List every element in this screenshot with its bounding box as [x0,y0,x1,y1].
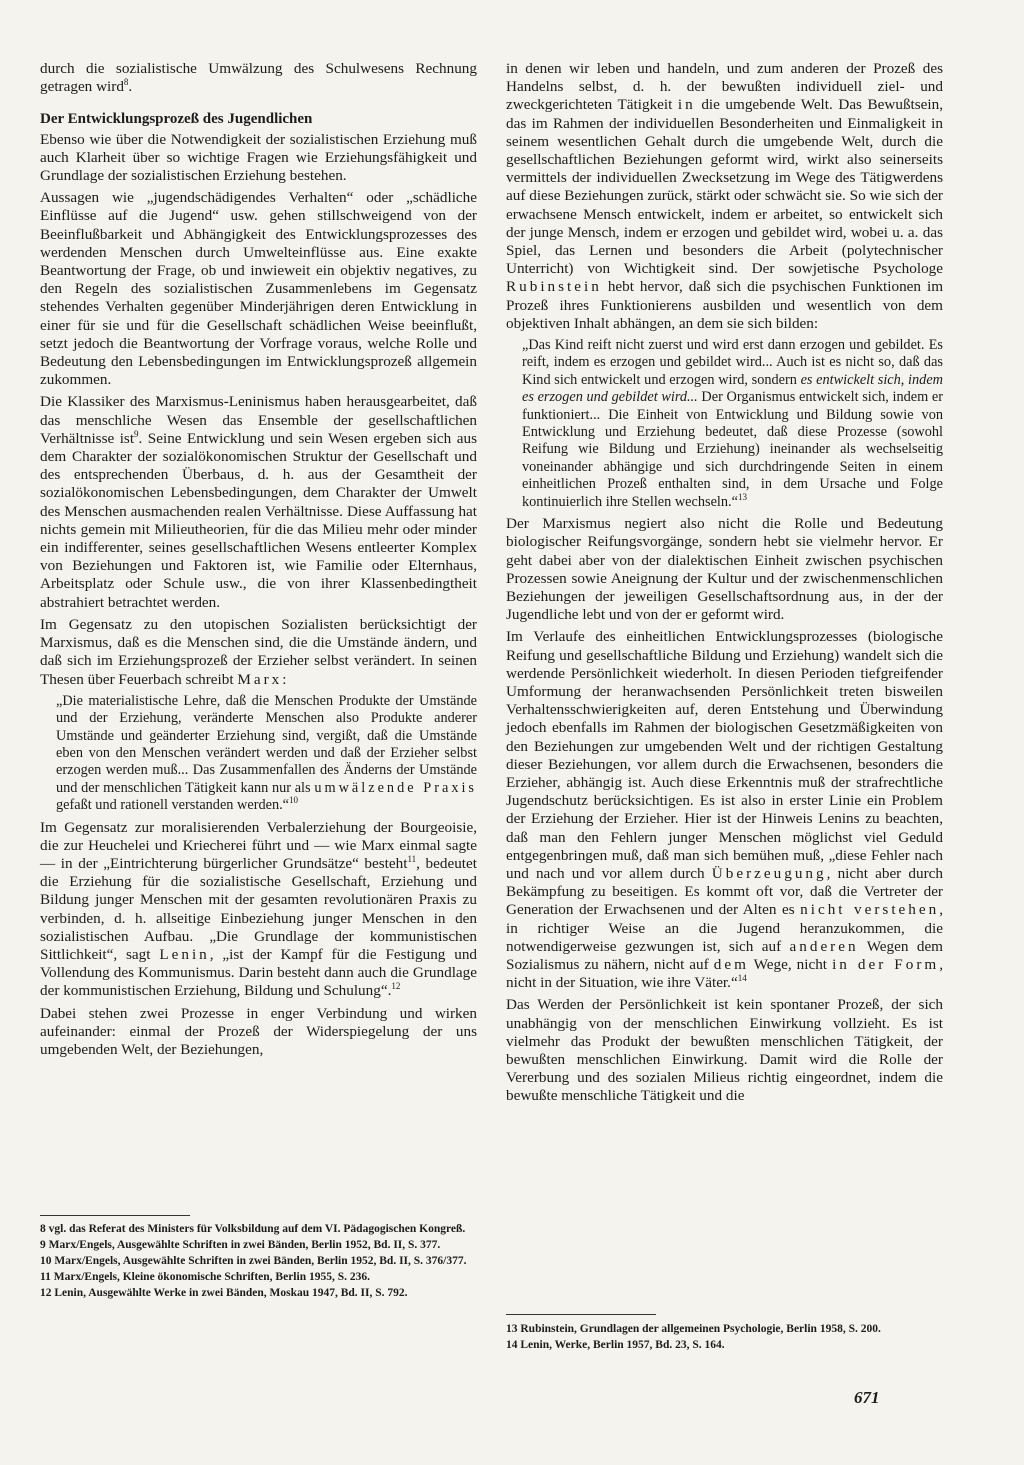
right-column [506,60,943,1110]
paragraph: Der Marxismus negiert also nicht die Rolle und Bedeutung biologischer Reifungsvorgänge, sondern hebt sie vielmehr hervor. Er geht dabei aber von der dialektischen Einheit zwischen psychischen Prozessen sowie Aneignung der Kultur und der zwischenmenschlichen Beziehungen der jeweiligen Gesellschaftsordnung aus, in der der Jugendliche lebt und von der er geformt wird. [506,515,943,624]
block-quote: „Die materialistische Lehre, daß die Menschen Produkte der Umstände und der Erziehung, veränderte Menschen also Produkte anderer Umstände und geänderter Erziehung sind, vergißt, daß die Umstände eben von den Menschen verändert werden und daß der Erzieher selbst erzogen werden muß... Das Zusammenfallen des Änderns der Umstände und der menschlichen Tätigkeit kann nur als umwälzende Praxis gefaßt und rationell verstanden werden.“$^{10}$ [56,692,478,814]
paragraph: Aussagen wie „jugendschädigendes Verhalten“ oder „schädliche Einflüsse auf die Jugend“ usw. gehen stillschweigend von der Beeinflußbarkeit und Abhängigkeit des Entwicklungsprozesses des werdenden Menschen durch Umwelteinflüsse aus. Eine exakte Beantwortung der Frage, ob und inwieweit ein objektiv negatives, zu den Regeln des sozialistischen Zusammenlebens im Gegensatz stehendes Verhalten gegenüber Minderjährigen deren Entwicklung in einer für sie und für die Gesellschaft schädlichen Weise beeinflußt, setzt jedoch die Beantwortung der Vorfrage voraus, welche Rolle und Bedeutung den Lebensbedingungen im Entwicklungsprozeß allgemein zukommen. [40,189,477,389]
footnote: 11 Marx/Engels, Kleine ökonomische Schriften, Berlin 1955, S. 236. [40,1271,370,1283]
paragraph: Die Klassiker des Marxismus-Leninismus haben herausgearbeitet, daß das menschliche Wesen das Ensemble der gesellschaftlichen Verhältnisse ist$^9$. Seine Entwicklung und sein Wesen ergeben sich aus dem Charakter der sozialökonomischen Struktur der Gesellschaft und des entsprechenden Überbaus, d. h. aus der Gesamtheit der sozialökonomischen Lebensbedingungen, dem Charakter der Umwelt des Menschen ausmachenden realen Verhältnisse. Diese Auffassung hat nichts gemein mit Milieutheorien, für die das Milieu mehr oder minder ein indifferenter, seines gesellschaftlichen Wesens entleerter Komplex von Beziehungen und Faktoren ist, wie Familie oder Elternhaus, Arbeitsplatz oder Schule usw., die von ihrer Klassenbedingtheit abstrahiert betrachtet werden. [40,393,477,611]
paragraph: Dabei stehen zwei Prozesse in enger Verbindung und wirken aufeinander: einmal der Prozeß der Widerspiegelung der uns umgebenden Welt, der Beziehungen, [40,1004,477,1058]
footnotes-left [40,1222,477,1302]
footnote: 9 Marx/Engels, Ausgewählte Schriften in zwei Bänden, Berlin 1952, Bd. II, S. 377. [40,1239,441,1251]
footnote-rule [40,1215,190,1216]
paragraph: Ebenso wie über die Notwendigkeit der sozialistischen Erziehung muß auch Klarheit über so wichtige Fragen wie Erziehungsfähigkeit und Grundlage der sozialistischen Erziehung bestehen. [40,130,477,185]
paragraph: Im Verlaufe des einheitlichen Entwicklungsprozesses (biologische Reifung und gesellschaftliche Bildung und Erziehung) wandelt sich die werdende Persönlichkeit wiederholt. In diesen Perioden tiefgreifender Umformung der heranwachsenden Persönlichkeit treten bisweilen Verhaltensschwierigkeiten auf, deren Entstehung und Überwindung jedoch ebenfalls im Rahmen der biologischen Gesetzmäßigkeiten von den Beziehungen zur umgebenden Welt und der richtigen Gestaltung dieser Beziehungen, vor allem durch die Erwachsenen, besonders die Erzieher, abhängig ist. Auch diese Erkenntnis muß der strafrechtliche Jugendschutz berücksichtigen. Es ist also in erster Linie ein Problem der Erziehung der Erzieher. Hier ist der Hinweis Lenins zu beachten, daß man den Fehlern junger Menschen möglichst viel Geduld entgegenbringen muß, daß man sich bemühen muß, „diese Fehler nach und nach und vor allem durch Überzeugung, nicht aber durch Bekämpfung zu beseitigen. Es kommt oft vor, daß die Vertreter der Generation der Erwachsenen und der Alten es nicht verstehen, in richtiger Weise an die Jugend heranzukommen, die notwendigerweise gezwungen ist, sich auf anderen Wegen dem Sozialismus zu nähern, nicht auf dem Wege, nicht in der Form, nicht in der Situation, wie ihre Väter.“$^{14}$ [506,628,944,992]
spaced-name: Marx [237,670,283,688]
footnote: 14 Lenin, Werke, Berlin 1957, Bd. 23, S. 164. [506,1339,725,1351]
footnote: 8 vgl. das Referat des Ministers für Volksbildung auf dem VI. Pädagogischen Kongreß. [40,1223,466,1235]
left-column [40,60,477,1063]
section-heading: Der Entwicklungsprozeß des Jugendlichen [40,111,313,128]
paragraph: Im Gegensatz zur moralisierenden Verbalerziehung der Bourgeoisie, die zur Heuchelei und Kriecherei führt und — wie Marx einmal sagte — in der „Eintrichterung bürgerlicher Grundsätze“ besteht$^{11}$, bedeutet die Erziehung für die sozialistische Gesellschaft, Erziehung und Bildung junger Menschen mit der gesamten revolutionären Praxis zu verbinden, d. h. allseitige Einbeziehung junger Menschen in den sozialistischen Aufbau. „Die Grundlage der kommunistischen Sittlichkeit“, sagt Lenin, „ist der Kampf für die Festigung und Vollendung des Kommunismus. Darin besteht dann auch die Grundlage der kommunistischen Erziehung, Bildung und Schulung“.$^{12}$ [40,818,478,1000]
footnote: 12 Lenin, Ausgewählte Werke in zwei Bänden, Moskau 1947, Bd. II, S. 792. [40,1287,408,1299]
footnote-rule [506,1314,656,1315]
paragraph: Das Werden der Persönlichkeit ist kein spontaner Prozeß, der sich unabhängig von der menschlichen Einwirkung vollzieht. Es ist vielmehr das Produkt der bewußten menschlichen Tätigkeit, der bewußten menschlichen Einwirkung. Damit wird die Rolle der Vererbung und des sozialen Milieus richtig eingeordnet, indem die bewußte menschliche Tätigkeit und die [506,996,943,1105]
footnote: 13 Rubinstein, Grundlagen der allgemeinen Psychologie, Berlin 1958, S. 200. [506,1323,881,1335]
paragraph: Im Gegensatz zu den utopischen Sozialisten berücksichtigt der Marxismus, daß es die Menschen sind, die die Umstände ändern, und daß sich im Erziehungsprozeß der Erzieher selbst verändert. In seinen Thesen über Feuerbach schreibt Marx: [40,615,477,688]
paragraph: in denen wir leben und handeln, und zum anderen der Prozeß des Handelns selbst, d. h. der bewußten individuell ziel- und zweckgerichteten Tätigkeit in die umgebende Welt. Das Bewußtsein, das im Rahmen der individuellen Besonderheiten und Einmaligkeit in seinem wesentlichen Gehalt durch die umgebende Welt, durch die gesellschaftlichen Beziehungen geformt wird, wirkt also seinerseits vermittels der individuellen Zwecksetzung im Wege des Tätigwerdens auf diese Beziehungen zurück, stärkt oder schwächt sie. So wie sich der erwachsene Mensch entwickelt, indem er arbeitet, so entwickelt sich der junge Mensch, indem er erzogen und gebildet wird, wobei u. a. das Spiel, das Lernen und besonders die Arbeit (polytechnischer Unterricht) von Wichtigkeit sind. Der sowjetische Psychologe Rubinstein hebt hervor, daß sich die psychischen Funktionen im Prozeß ihres Funktionierens ausbilden und wesentlich von dem objektiven Inhalt abhängen, an dem sie sich bilden: [506,60,944,332]
block-quote: „Das Kind reift nicht zuerst und wird erst dann erzogen und gebildet. Es reift, indem es erzogen und gebildet wird... Auch ist es nicht so, daß das Kind sich entwickelt und erzogen wird, sondern es entwickelt sich, indem es erzogen und gebildet wird... Der Organismus entwickelt sich, indem er funktioniert... Die Einheit von Entwicklung und Bildung sowie von Entwicklung und Erziehung bedeutet, daß diese Prozesse (sowohl Reifung wie Bildung und Erziehung) ineinander als wechselseitig voneinander abhängige und sich durchdringende Seiten in einem einheitlichen Prozeß enthalten sind, in dem Ursache und Folge kontinuierlich ihre Stellen wechseln.“$^{13}$ [522,337,944,510]
paragraph: durch die sozialistische Umwälzung des Schulwesens Rechnung getragen wird$^8$. [40,60,477,96]
page-number: 671 [854,1388,880,1407]
footnote: 10 Marx/Engels, Ausgewählte Schriften in zwei Bänden, Berlin 1952, Bd. II, S. 376/377. [40,1255,467,1267]
footnotes-right [506,1322,943,1354]
